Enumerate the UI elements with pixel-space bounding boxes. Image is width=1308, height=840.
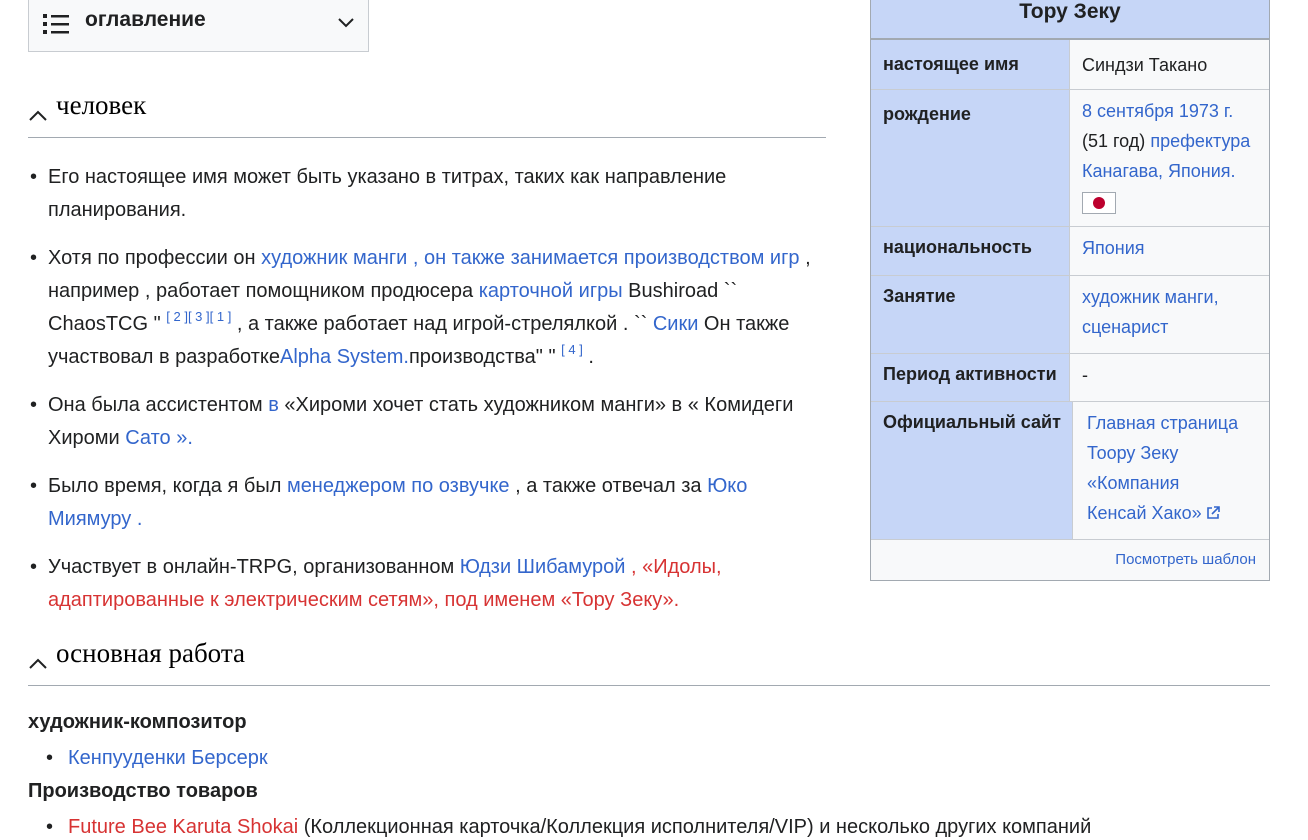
infobox-label: Период активности bbox=[871, 354, 1070, 401]
infobox-row-birth bbox=[871, 90, 1269, 227]
works-subheading: художник-композитор bbox=[28, 711, 247, 733]
list-item: • Хотя по профессии он художник манги , он также занимается производством игр , например , работает помощником продюсера карточной игры Bushiroad `` ChaosTCG " [ 2 ][ 3 ][ 1 ] , а также работает над игрой-стрелялкой . `` Сики Он также участвовал в разработкеAlpha System.производства" " [ 4 ] . bbox=[28, 242, 818, 374]
link-card-game[interactable]: карточной игры bbox=[478, 280, 623, 302]
link-v[interactable]: в bbox=[268, 394, 279, 416]
infobox-row-real-name bbox=[871, 40, 1269, 90]
infobox-label: настоящее имя bbox=[871, 40, 1070, 89]
infobox-value bbox=[1073, 402, 1269, 539]
infobox-label: Официальный сайт bbox=[871, 402, 1073, 539]
works-subheading: Производство товаров bbox=[28, 780, 258, 802]
section-heading-works[interactable] bbox=[28, 638, 1270, 686]
view-template-link[interactable]: Посмотреть шаблон bbox=[1115, 551, 1256, 568]
infobox-row-occupation bbox=[871, 276, 1269, 354]
list-item: • Участвует в онлайн-TRPG, организованном Юдзи Шибамурой , «Идолы, адаптированные к электрическим сетям», под именем «Тору Зеку». bbox=[28, 551, 818, 617]
infobox-value bbox=[1070, 227, 1269, 275]
japan-flag-icon[interactable] bbox=[1082, 192, 1116, 214]
ref-link[interactable]: [ 4 ] bbox=[561, 342, 583, 357]
list-item: • Она была ассистентом в «Хироми хочет стать художником манги» в « Комидеги Хироми Сато ». bbox=[28, 389, 818, 455]
chevron-down-icon[interactable] bbox=[337, 16, 355, 30]
infobox-value bbox=[1070, 276, 1269, 353]
ref-link[interactable]: [ 1 ] bbox=[209, 309, 232, 324]
link-alpha-system[interactable]: Alpha System. bbox=[280, 346, 409, 368]
ref-link[interactable]: [ 3 ] bbox=[187, 309, 210, 324]
nationality-link[interactable]: Япония bbox=[1082, 238, 1145, 258]
work-link[interactable]: Future Bee Karuta Shokai bbox=[68, 816, 299, 838]
birth-place-link[interactable]: префектура Канагава, Япония. bbox=[1082, 131, 1251, 181]
list-item: • Future Bee Karuta Shokai (Коллекционная карточка/Коллекция исполнителя/VIP) и несколько других компаний bbox=[48, 816, 1091, 839]
section-heading-person[interactable] bbox=[28, 90, 826, 138]
infobox-value: Синдзи Такано bbox=[1070, 40, 1269, 89]
link-shiki[interactable]: Сики bbox=[652, 313, 699, 335]
section-title: основная работа bbox=[56, 638, 245, 668]
infobox-value: 8 сентября 1973 г. (51 год) префектура Канагава, Япония. bbox=[1070, 90, 1269, 226]
biography-list bbox=[28, 161, 818, 632]
section-title: человек bbox=[56, 90, 147, 120]
list-item: • Его настоящее имя может быть указано в титрах, таких как направление планирования. bbox=[28, 161, 818, 227]
link-yuko-miyamura[interactable]: Юко Миямуру . bbox=[48, 475, 748, 530]
toc-title: оглавление bbox=[85, 8, 206, 31]
infobox bbox=[870, 0, 1270, 581]
link-manga-artist[interactable]: художник манги , он также занимается производством игр bbox=[261, 247, 800, 269]
list-icon bbox=[43, 13, 69, 35]
infobox-label: Занятие bbox=[871, 276, 1070, 353]
chevron-up-icon[interactable] bbox=[28, 656, 48, 670]
birth-date-link[interactable]: 8 сентября 1973 г. bbox=[1082, 101, 1234, 121]
list-item: • Было время, когда я был менеджером по озвучке , а также отвечал за Юко Миямуру . bbox=[28, 470, 818, 536]
ref-link[interactable]: [ 2 ] bbox=[166, 309, 188, 324]
infobox-label: национальность bbox=[871, 227, 1070, 275]
list-item bbox=[48, 747, 268, 770]
link-voice-manager[interactable]: менеджером по озвучке bbox=[286, 475, 510, 497]
external-link-icon bbox=[1206, 506, 1220, 520]
chevron-up-icon[interactable] bbox=[28, 108, 48, 122]
infobox-title: Тору Зеку bbox=[871, 0, 1269, 40]
infobox-value: - bbox=[1070, 354, 1269, 401]
occupation-link[interactable]: художник манги, сценарист bbox=[1082, 287, 1219, 337]
official-site-link[interactable]: Главная страница Тоору Зеку «Компания Кенсай Хако» bbox=[1087, 413, 1239, 523]
infobox-label: рождение bbox=[871, 90, 1070, 226]
work-link[interactable]: Кенпууденки Берсерк bbox=[68, 747, 268, 769]
infobox-row-site bbox=[871, 402, 1269, 540]
infobox-row-nationality bbox=[871, 227, 1269, 276]
link-yuji-shibamura[interactable]: Юдзи Шибамурой bbox=[459, 556, 626, 578]
link-idols-redlink[interactable]: , «Идолы, адаптированные к электрическим сетям», под именем «Тору Зеку». bbox=[48, 556, 722, 611]
link-sato[interactable]: Сато ». bbox=[125, 427, 193, 449]
infobox-row-active bbox=[871, 354, 1269, 402]
table-of-contents[interactable] bbox=[28, 0, 369, 52]
